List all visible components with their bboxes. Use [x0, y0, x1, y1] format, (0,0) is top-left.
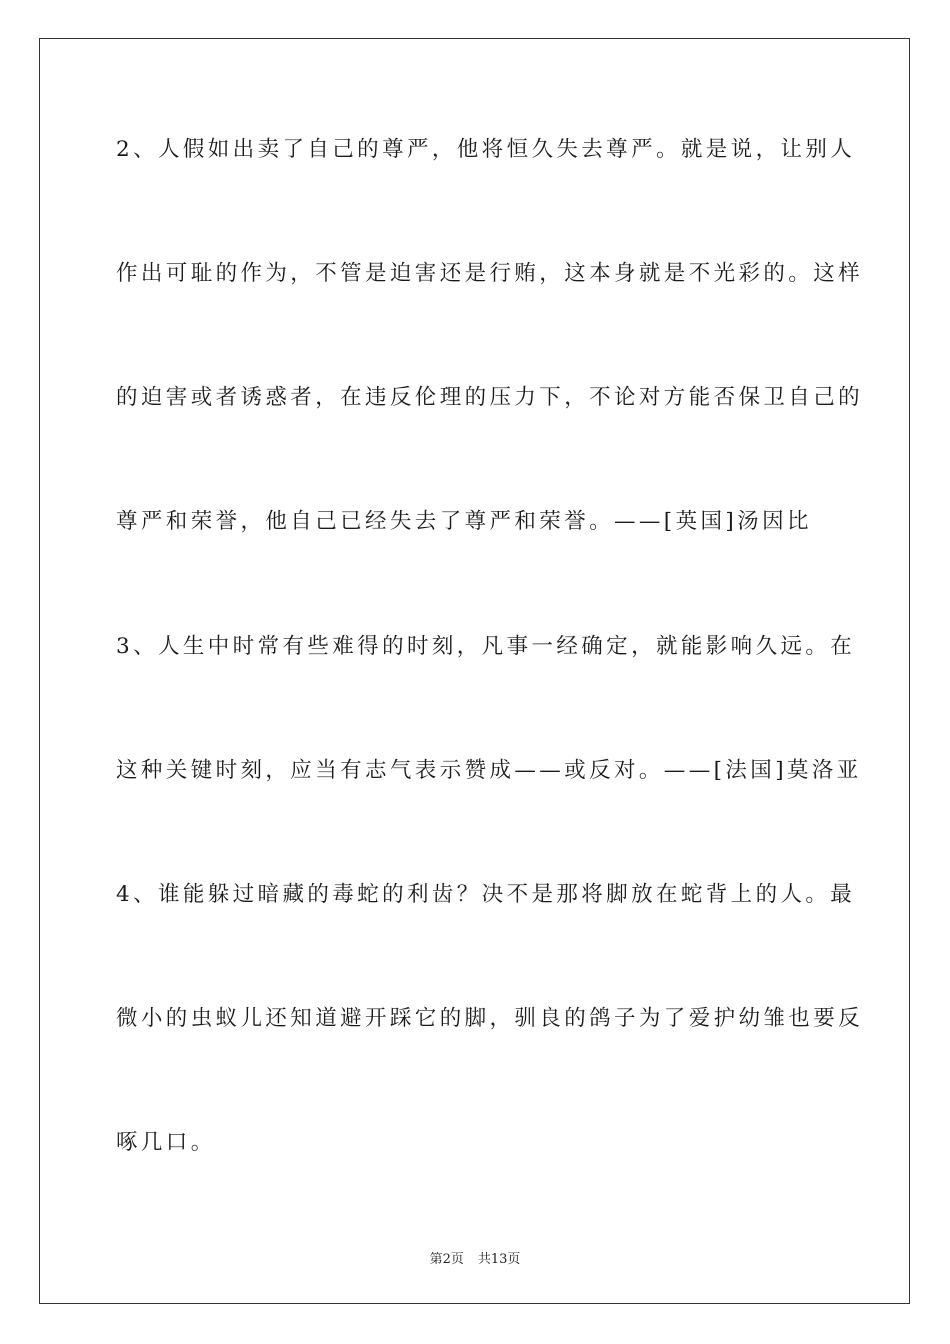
body-text-line: 这种关键时刻，应当有志气表示赞成——或反对。——[法国]莫洛亚	[116, 758, 862, 783]
page-border	[39, 38, 910, 1304]
page-footer	[0, 1248, 950, 1267]
body-text-line: 的迫害或者诱惑者，在违反伦理的压力下，不论对方能否保卫自己的	[116, 385, 864, 410]
body-text-line: 4、谁能躲过暗藏的毒蛇的利齿？决不是那将脚放在蛇背上的人。最	[116, 882, 856, 907]
page-number: 第2页	[429, 1252, 464, 1267]
body-text-line: 啄几口。	[116, 1130, 216, 1155]
page-total: 共13页	[477, 1252, 521, 1267]
body-text-line: 尊严和荣誉，他自己已经失去了尊严和荣誉。——[英国]汤因比	[116, 509, 812, 534]
body-text-line: 2、人假如出卖了自己的尊严，他将恒久失去尊严。就是说，让别人	[116, 137, 856, 162]
body-text-line: 微小的虫蚁儿还知道避开踩它的脚，驯良的鸽子为了爱护幼雏也要反	[116, 1006, 864, 1031]
body-text-line: 3、人生中时常有些难得的时刻，凡事一经确定，就能影响久远。在	[116, 634, 856, 659]
body-text-line: 作出可耻的作为，不管是迫害还是行贿，这本身就是不光彩的。这样	[116, 261, 864, 286]
